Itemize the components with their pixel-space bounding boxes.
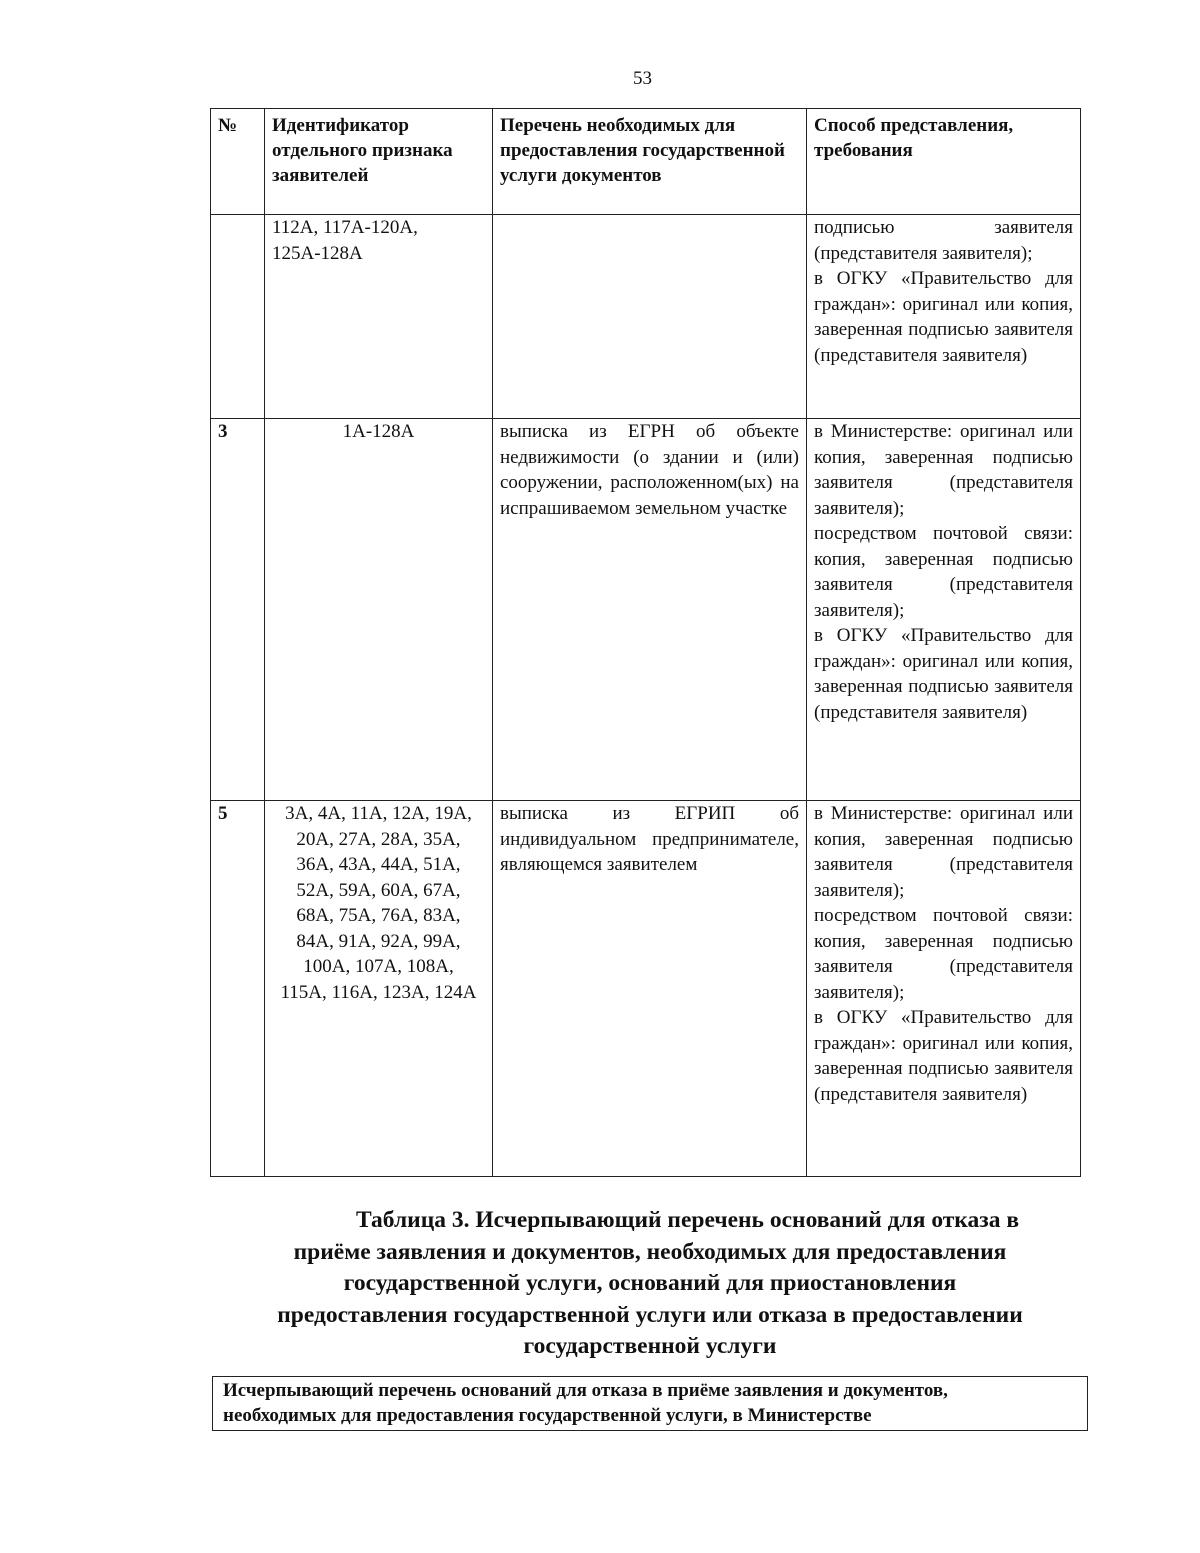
caption-line: государственной услуги, оснований для приостановления — [343, 1270, 957, 1296]
row-num — [211, 215, 265, 419]
caption-line: предоставления государственной услуги или отказа в предоставлении — [277, 1301, 1023, 1328]
header-documents: Перечень необходимых для предоставления государственной услуги документов — [493, 109, 807, 215]
page-number: 53 — [633, 68, 652, 89]
method-item: посредством почтовой связи: копия, заверенная подписью заявителя (представителя заявителя); — [814, 523, 1073, 621]
caption-line: приёме заявления и документов, необходимых для предоставления — [293, 1238, 1007, 1265]
row-document: выписка из ЕГРИП об индивидуальном предпринимателе, являющемся заявителем — [493, 801, 807, 1177]
header-num: № — [211, 109, 265, 215]
row-method — [807, 801, 1081, 1177]
table-row — [211, 801, 1081, 1177]
table-row — [211, 419, 1081, 801]
row-document: выписка из ЕГРН об объекте недвижимости (о здании и (или) сооружении, расположенном(ых) на испрашиваемом земельном участке — [493, 419, 807, 801]
caption-line: Таблица 3. Исчерпывающий перечень оснований для отказа в — [355, 1207, 1020, 1233]
table-caption — [220, 1205, 1080, 1363]
method-item: подписью заявителя (представителя заявителя); — [814, 217, 1073, 264]
row-num: 3 — [211, 419, 265, 801]
row-method — [807, 419, 1081, 801]
row-identifier: 3А, 4А, 11А, 12А, 19А, 20А, 27А, 28А, 35А, 36А, 43А, 44А, 51А, 52А, 59А, 60А, 67А, 68А, 75А, 76А, 83А, 84А, 91А, 92А, 99А, 100А, 107А, 108А, 115А, 116А, 123А, 124А — [265, 801, 493, 1177]
method-item: в Министерстве: оригинал или копия, заверенная подписью заявителя (представителя заявителя); — [814, 421, 1073, 519]
section-heading-box — [212, 1376, 1088, 1431]
row-document — [493, 215, 807, 419]
table-row — [211, 215, 1081, 419]
row-method — [807, 215, 1081, 419]
row-identifier: 1А-128А — [265, 419, 493, 801]
method-item: в Министерстве: оригинал или копия, заверенная подписью заявителя (представителя заявителя); — [814, 803, 1073, 901]
method-item: в ОГКУ «Правительство для граждан»: оригинал или копия, заверенная подписью заявителя (представителя заявителя) — [814, 1007, 1073, 1105]
caption-line: государственной услуги — [523, 1333, 777, 1359]
row-num: 5 — [211, 801, 265, 1177]
section-heading-line: необходимых для предоставления государственной услуги, в Министерстве — [223, 1405, 872, 1426]
method-item: в ОГКУ «Правительство для граждан»: оригинал или копия, заверенная подписью заявителя (представителя заявителя) — [814, 268, 1073, 366]
method-item: посредством почтовой связи: копия, заверенная подписью заявителя (представителя заявителя); — [814, 905, 1073, 1003]
section-heading-line: Исчерпывающий перечень оснований для отказа в приёме заявления и документов, — [223, 1380, 948, 1401]
table-header-row — [211, 109, 1081, 215]
documents-table — [210, 108, 1081, 1177]
header-identifier: Идентификатор отдельного признака заявителей — [265, 109, 493, 215]
method-item: в ОГКУ «Правительство для граждан»: оригинал или копия, заверенная подписью заявителя (представителя заявителя) — [814, 625, 1073, 723]
row-identifier: 112А, 117А-120А, 125А-128А — [265, 215, 493, 419]
header-method: Способ представления, требования — [807, 109, 1081, 215]
